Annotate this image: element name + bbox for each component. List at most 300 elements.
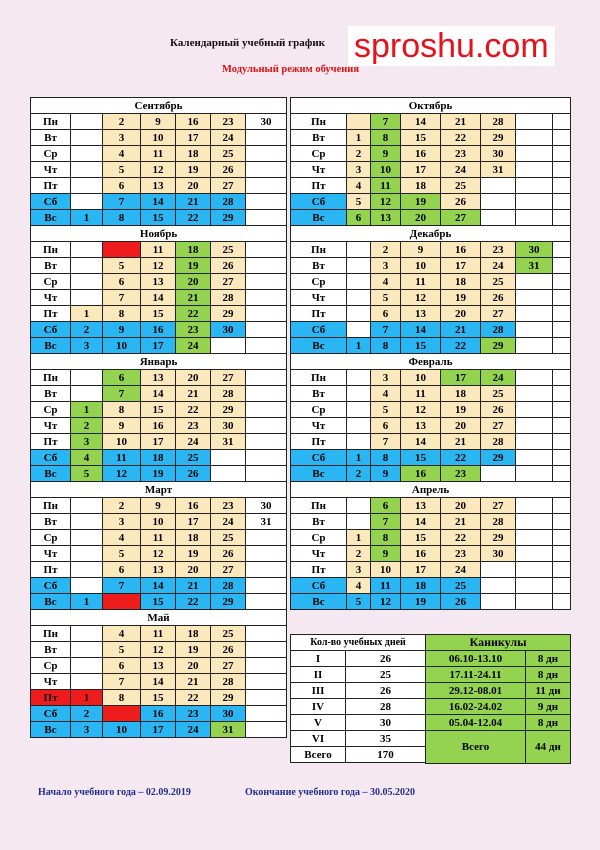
- table-row: [291, 498, 571, 514]
- date-cell: 20: [176, 370, 211, 386]
- date-cell: 7: [103, 578, 141, 594]
- date-cell: [246, 258, 287, 274]
- day-name: Вт: [291, 386, 347, 402]
- date-cell: 12: [401, 402, 441, 418]
- date-cell: 2: [347, 146, 371, 162]
- table-row: [31, 322, 287, 338]
- date-cell: 25: [211, 242, 246, 258]
- date-cell: 19: [401, 594, 441, 610]
- date-cell: 14: [141, 386, 176, 402]
- date-cell: 10: [141, 514, 176, 530]
- date-cell: [516, 402, 553, 418]
- date-cell: [516, 114, 553, 130]
- date-cell: [553, 306, 571, 322]
- date-cell: 12: [141, 162, 176, 178]
- date-cell: 17: [176, 514, 211, 530]
- calendar-right-column: [290, 97, 571, 610]
- date-cell: [246, 578, 287, 594]
- table-row: [31, 386, 287, 402]
- date-cell: 21: [441, 434, 481, 450]
- date-cell: [481, 562, 516, 578]
- day-name: Чт: [291, 546, 347, 562]
- day-name: Пн: [31, 498, 71, 514]
- date-cell: [553, 466, 571, 482]
- day-name: Пн: [291, 498, 347, 514]
- date-cell: 20: [176, 658, 211, 674]
- date-cell: 15: [141, 594, 176, 610]
- table-row: [31, 450, 287, 466]
- day-name: Вс: [291, 338, 347, 354]
- month-header: Сентябрь: [31, 98, 287, 114]
- date-cell: [347, 306, 371, 322]
- date-cell: [71, 578, 103, 594]
- day-name: Ср: [291, 530, 347, 546]
- date-cell: 31: [211, 434, 246, 450]
- date-cell: 26: [211, 258, 246, 274]
- table-row: [31, 178, 287, 194]
- date-cell: [246, 594, 287, 610]
- date-cell: [71, 274, 103, 290]
- date-cell: 22: [176, 594, 211, 610]
- date-cell: [516, 306, 553, 322]
- date-cell: [516, 578, 553, 594]
- date-cell: [516, 450, 553, 466]
- table-row: [31, 706, 287, 722]
- date-cell: [553, 290, 571, 306]
- date-cell: 19: [441, 290, 481, 306]
- date-cell: [516, 338, 553, 354]
- table-row: [291, 578, 571, 594]
- table-row: [291, 530, 571, 546]
- day-name: Чт: [291, 418, 347, 434]
- date-cell: [516, 594, 553, 610]
- date-cell: 15: [401, 450, 441, 466]
- table-row: [31, 546, 287, 562]
- month-header: Март: [31, 482, 287, 498]
- date-cell: 6: [103, 562, 141, 578]
- date-cell: 15: [141, 690, 176, 706]
- date-cell: [347, 114, 371, 130]
- date-cell: [246, 210, 287, 226]
- date-cell: [246, 178, 287, 194]
- date-cell: 12: [141, 642, 176, 658]
- table-row: [291, 322, 571, 338]
- date-cell: 5: [103, 162, 141, 178]
- date-cell: [246, 546, 287, 562]
- date-cell: [246, 130, 287, 146]
- date-cell: 1: [71, 594, 103, 610]
- date-cell: 23: [176, 706, 211, 722]
- date-cell: [211, 338, 246, 354]
- date-cell: 25: [441, 178, 481, 194]
- table-row: [31, 498, 287, 514]
- date-cell: [516, 370, 553, 386]
- date-cell: 18: [176, 146, 211, 162]
- date-cell: 16: [141, 322, 176, 338]
- table-row: [31, 114, 287, 130]
- date-cell: 14: [141, 674, 176, 690]
- date-cell: 4: [71, 450, 103, 466]
- date-cell: 2: [71, 418, 103, 434]
- day-name: Сб: [291, 194, 347, 210]
- date-cell: 23: [176, 418, 211, 434]
- date-cell: 1: [347, 450, 371, 466]
- date-cell: 21: [176, 194, 211, 210]
- date-cell: 14: [401, 322, 441, 338]
- date-cell: 12: [401, 290, 441, 306]
- day-name: Ср: [31, 402, 71, 418]
- date-cell: 17: [176, 130, 211, 146]
- date-cell: 20: [176, 274, 211, 290]
- day-name: Чт: [31, 546, 71, 562]
- date-cell: 21: [441, 114, 481, 130]
- day-name: Пт: [291, 178, 347, 194]
- table-row: [291, 130, 571, 146]
- date-cell: [246, 322, 287, 338]
- date-cell: 1: [71, 690, 103, 706]
- date-cell: 24: [176, 338, 211, 354]
- table-row: [291, 402, 571, 418]
- date-cell: [246, 194, 287, 210]
- date-cell: [246, 242, 287, 258]
- table-row: [291, 546, 571, 562]
- date-cell: 5: [103, 642, 141, 658]
- date-cell: 26: [211, 162, 246, 178]
- date-cell: 18: [441, 386, 481, 402]
- day-name: Ср: [291, 402, 347, 418]
- date-cell: 28: [211, 290, 246, 306]
- date-cell: 27: [481, 498, 516, 514]
- date-cell: 20: [176, 178, 211, 194]
- date-cell: [246, 658, 287, 674]
- date-cell: 5: [347, 194, 371, 210]
- date-cell: 17: [401, 162, 441, 178]
- date-cell: [516, 514, 553, 530]
- day-name: Сб: [291, 322, 347, 338]
- date-cell: 23: [441, 546, 481, 562]
- date-cell: [553, 514, 571, 530]
- day-name: Вт: [31, 258, 71, 274]
- day-name: Ср: [31, 658, 71, 674]
- table-row: VI 35: [291, 731, 426, 747]
- date-cell: 26: [441, 194, 481, 210]
- date-cell: [71, 642, 103, 658]
- date-cell: [481, 466, 516, 482]
- date-cell: 14: [401, 114, 441, 130]
- day-name: Вт: [291, 130, 347, 146]
- day-name: Чт: [31, 674, 71, 690]
- month-header: Апрель: [291, 482, 571, 498]
- date-cell: 31: [211, 722, 246, 738]
- date-cell: 3: [71, 434, 103, 450]
- date-cell: 11: [141, 242, 176, 258]
- day-name: Пт: [291, 562, 347, 578]
- date-cell: 16: [176, 498, 211, 514]
- date-cell: [71, 514, 103, 530]
- date-cell: 16: [176, 114, 211, 130]
- date-cell: 13: [401, 498, 441, 514]
- table-row: 29.12-08.01 11 дн: [426, 683, 571, 699]
- date-cell: [71, 162, 103, 178]
- date-cell: [347, 258, 371, 274]
- date-cell: 14: [141, 578, 176, 594]
- date-cell: [516, 274, 553, 290]
- watermark-logo: sproshu.com: [348, 26, 555, 66]
- month-header: Декабрь: [291, 226, 571, 242]
- table-row: [31, 146, 287, 162]
- date-cell: 30: [211, 322, 246, 338]
- date-cell: 5: [71, 466, 103, 482]
- date-cell: 11: [141, 626, 176, 642]
- date-cell: 17: [141, 722, 176, 738]
- date-cell: 16: [401, 546, 441, 562]
- day-name: Вс: [31, 722, 71, 738]
- table-row: [31, 466, 287, 482]
- date-cell: 21: [441, 514, 481, 530]
- date-cell: 14: [141, 194, 176, 210]
- day-name: Пт: [31, 562, 71, 578]
- date-cell: [246, 418, 287, 434]
- date-cell: 8: [371, 530, 401, 546]
- date-cell: 29: [481, 130, 516, 146]
- date-cell: 22: [441, 450, 481, 466]
- date-cell: [481, 178, 516, 194]
- date-cell: 4: [103, 530, 141, 546]
- table-row: [31, 594, 287, 610]
- date-cell: 6: [371, 306, 401, 322]
- day-name: Ср: [291, 146, 347, 162]
- date-cell: [516, 498, 553, 514]
- table-row: [31, 722, 287, 738]
- date-cell: 7: [103, 194, 141, 210]
- table-row: [31, 578, 287, 594]
- date-cell: [246, 562, 287, 578]
- date-cell: 1: [347, 530, 371, 546]
- day-name: Вт: [31, 514, 71, 530]
- date-cell: 8: [103, 306, 141, 322]
- table-row: [31, 290, 287, 306]
- date-cell: [246, 290, 287, 306]
- date-cell: 4: [371, 274, 401, 290]
- date-cell: 5: [371, 290, 401, 306]
- date-cell: 29: [481, 450, 516, 466]
- table-row: [291, 242, 571, 258]
- date-cell: [71, 242, 103, 258]
- day-name: Сб: [31, 450, 71, 466]
- document-title: Календарный учебный график: [170, 37, 326, 49]
- date-cell: 9: [371, 146, 401, 162]
- day-name: Вт: [31, 130, 71, 146]
- day-name: Сб: [31, 322, 71, 338]
- table-row: [31, 690, 287, 706]
- date-cell: 7: [103, 674, 141, 690]
- date-cell: 3: [347, 162, 371, 178]
- date-cell: [71, 146, 103, 162]
- date-cell: [347, 290, 371, 306]
- day-name: Пн: [31, 114, 71, 130]
- table-row: [291, 514, 571, 530]
- date-cell: 20: [441, 498, 481, 514]
- study-days-table: [290, 634, 426, 763]
- day-name: Вс: [31, 338, 71, 354]
- table-row: [31, 306, 287, 322]
- date-cell: 4: [347, 178, 371, 194]
- date-cell: 28: [211, 674, 246, 690]
- table-row: [31, 274, 287, 290]
- table-row: I 26: [291, 651, 426, 667]
- date-cell: 19: [441, 402, 481, 418]
- date-cell: [71, 130, 103, 146]
- date-cell: [553, 370, 571, 386]
- date-cell: 28: [211, 194, 246, 210]
- date-cell: [516, 194, 553, 210]
- date-cell: [553, 578, 571, 594]
- date-cell: 27: [211, 562, 246, 578]
- table-row: [291, 306, 571, 322]
- day-name: Ср: [31, 146, 71, 162]
- date-cell: [71, 370, 103, 386]
- date-cell: [246, 626, 287, 642]
- date-cell: 17: [141, 434, 176, 450]
- date-cell: [553, 562, 571, 578]
- date-cell: 3: [103, 514, 141, 530]
- date-cell: [553, 386, 571, 402]
- date-cell: 23: [211, 114, 246, 130]
- date-cell: 20: [441, 418, 481, 434]
- date-cell: 13: [141, 658, 176, 674]
- date-cell: 16: [141, 418, 176, 434]
- date-cell: [516, 466, 553, 482]
- table-row: [31, 338, 287, 354]
- date-cell: 22: [176, 402, 211, 418]
- table-row: [31, 626, 287, 642]
- date-cell: 8: [103, 594, 141, 610]
- date-cell: 6: [347, 210, 371, 226]
- date-cell: 17: [141, 338, 176, 354]
- date-cell: 16: [401, 466, 441, 482]
- date-cell: 8: [371, 338, 401, 354]
- date-cell: 30: [246, 498, 287, 514]
- date-cell: [246, 306, 287, 322]
- date-cell: 13: [371, 210, 401, 226]
- date-cell: 4: [347, 578, 371, 594]
- document-subtitle: Модульный режим обучения: [222, 64, 360, 75]
- date-cell: [246, 706, 287, 722]
- study-days-header: Кол-во учебных дней: [291, 635, 426, 651]
- date-cell: 21: [441, 322, 481, 338]
- date-cell: [553, 178, 571, 194]
- school-year-start: Начало учебного года – 02.09.2019: [38, 787, 191, 798]
- date-cell: 14: [141, 290, 176, 306]
- date-cell: 2: [347, 466, 371, 482]
- date-cell: 6: [103, 178, 141, 194]
- date-cell: [516, 562, 553, 578]
- date-cell: [246, 450, 287, 466]
- table-row: [291, 450, 571, 466]
- table-row: [31, 130, 287, 146]
- day-name: Ср: [291, 274, 347, 290]
- day-name: Чт: [31, 290, 71, 306]
- day-name: Вт: [31, 386, 71, 402]
- date-cell: 28: [211, 578, 246, 594]
- date-cell: 13: [141, 274, 176, 290]
- table-row: 16.02-24.02 9 дн: [426, 699, 571, 715]
- date-cell: 9: [103, 322, 141, 338]
- month-header: Февраль: [291, 354, 571, 370]
- date-cell: 19: [176, 642, 211, 658]
- date-cell: [516, 322, 553, 338]
- day-name: Сб: [31, 194, 71, 210]
- date-cell: [553, 450, 571, 466]
- date-cell: 25: [441, 578, 481, 594]
- date-cell: 3: [371, 370, 401, 386]
- date-cell: 4: [103, 626, 141, 642]
- day-name: Пн: [291, 242, 347, 258]
- date-cell: 1: [71, 210, 103, 226]
- date-cell: [246, 530, 287, 546]
- table-row: [31, 514, 287, 530]
- date-cell: 23: [176, 322, 211, 338]
- date-cell: 3: [347, 562, 371, 578]
- date-cell: 11: [401, 386, 441, 402]
- date-cell: [71, 658, 103, 674]
- date-cell: [347, 386, 371, 402]
- table-row: II 25: [291, 667, 426, 683]
- day-name: Сб: [31, 706, 71, 722]
- date-cell: 29: [211, 306, 246, 322]
- date-cell: 20: [176, 562, 211, 578]
- date-cell: 4: [103, 146, 141, 162]
- date-cell: 2: [71, 706, 103, 722]
- date-cell: 2: [103, 114, 141, 130]
- date-cell: 18: [441, 274, 481, 290]
- day-name: Вт: [291, 258, 347, 274]
- table-row: [31, 434, 287, 450]
- date-cell: 2: [371, 242, 401, 258]
- table-row: V 30: [291, 715, 426, 731]
- date-cell: 6: [371, 498, 401, 514]
- date-cell: 29: [211, 210, 246, 226]
- date-cell: [481, 594, 516, 610]
- date-cell: 23: [481, 242, 516, 258]
- date-cell: 15: [141, 402, 176, 418]
- date-cell: [481, 210, 516, 226]
- date-cell: 13: [401, 306, 441, 322]
- day-name: Сб: [291, 578, 347, 594]
- month-header: Май: [31, 610, 287, 626]
- table-row: [291, 386, 571, 402]
- table-row: 17.11-24.11 8 дн: [426, 667, 571, 683]
- date-cell: 9: [141, 114, 176, 130]
- date-cell: 7: [103, 386, 141, 402]
- table-row: [31, 674, 287, 690]
- date-cell: 26: [211, 642, 246, 658]
- date-cell: [246, 338, 287, 354]
- date-cell: [481, 578, 516, 594]
- vacations-header: Каникулы: [426, 635, 571, 651]
- table-row: [291, 594, 571, 610]
- date-cell: 19: [141, 466, 176, 482]
- date-cell: [246, 370, 287, 386]
- date-cell: 15: [141, 210, 176, 226]
- date-cell: 28: [481, 322, 516, 338]
- table-row: [291, 210, 571, 226]
- date-cell: [246, 274, 287, 290]
- date-cell: 25: [211, 530, 246, 546]
- date-cell: 1: [71, 402, 103, 418]
- date-cell: 11: [371, 178, 401, 194]
- date-cell: 27: [211, 370, 246, 386]
